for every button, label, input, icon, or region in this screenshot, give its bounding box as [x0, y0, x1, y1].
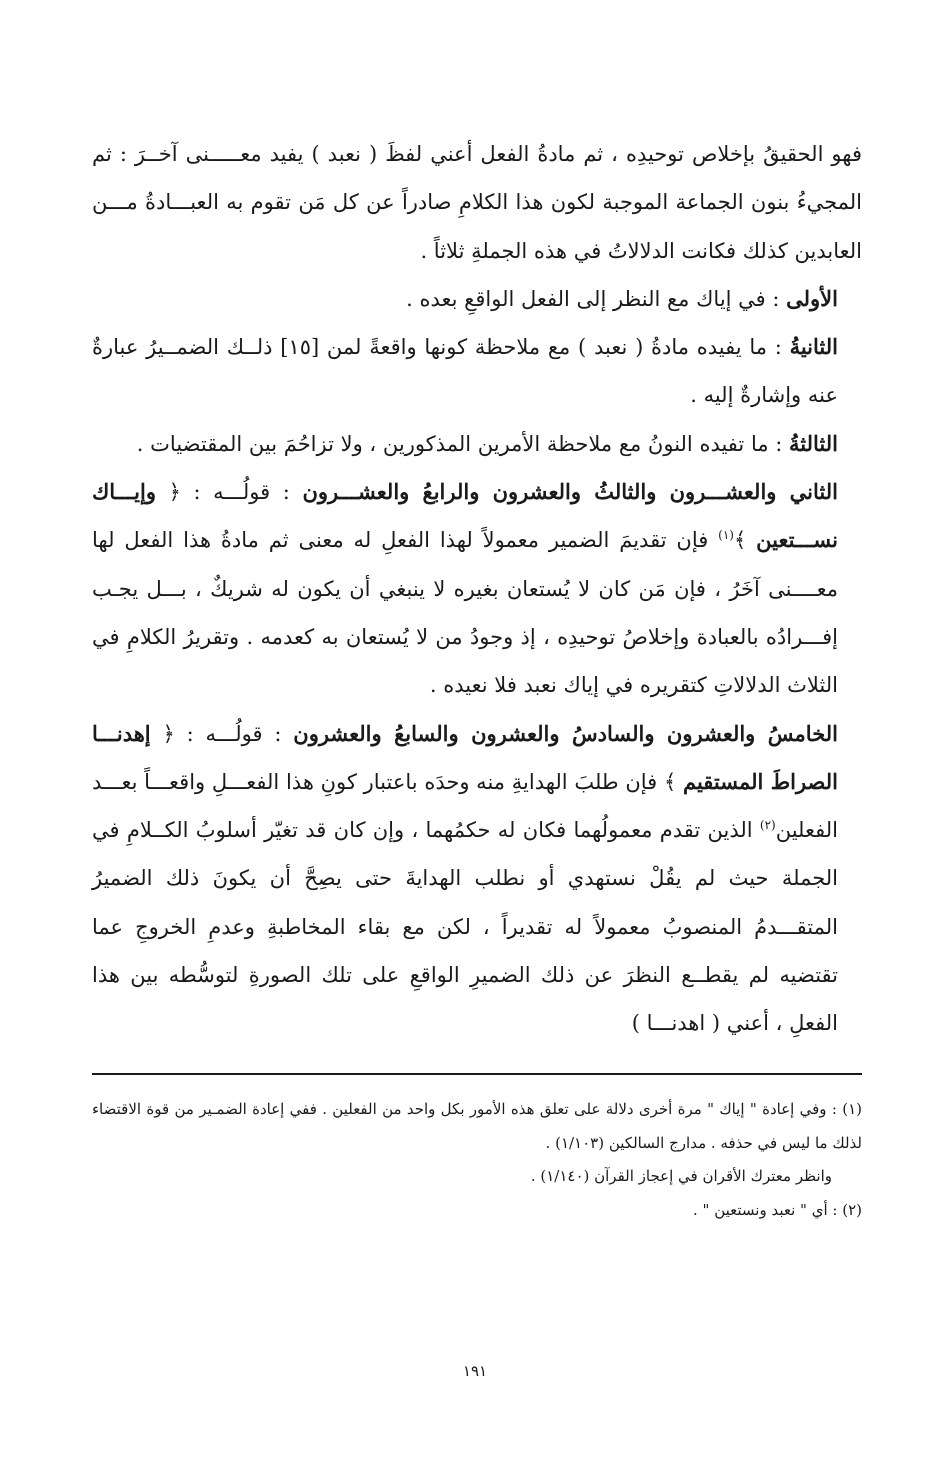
footnotes: [92, 1093, 862, 1227]
heading-22-24: الثاني والعشـــرون والثالثُ والعشرون والرابعُ والعشـــرون: [302, 479, 838, 505]
heading-25-27: الخامسُ والعشرون والسادسُ والعشرون والسابعُ والعشرون: [293, 720, 838, 746]
footnote-1-continued: وانظر معترك الأقران في إعجاز القرآن (١/١٤٠) .: [530, 1167, 832, 1185]
verse-wa-iyyaka-nastain: وإيـــاك نســـتعين: [92, 479, 838, 553]
label-third: الثالثةُ: [789, 430, 838, 456]
footnote-divider: [92, 1073, 862, 1075]
page-number: ١٩١: [462, 1362, 488, 1380]
label-second: الثانيةُ: [789, 334, 838, 360]
main-text: [92, 130, 862, 1048]
paragraph-second-indication: الثانيةُ : ما يفيده مادةُ ( نعبد ) مع ملاحظة كونها واقعةً لمن [١٥] ذلــك الضمــيرُ عبارةٌ عنه وإشارةٌ إليه .: [92, 334, 838, 408]
paragraph-22-24: الثاني والعشـــرون والثالثُ والعشرون والرابعُ والعشـــرون : قولُـــه : ﴿ وإيـــاك نســـتعين ﴾$^{(١)}$ فإن تقديمَ الضمير معمولاً لهذا الفعلِ له معنى ثم مادةُ هذا الفعل لها معــــنى آخَرُ ، فإن مَن كان لا يُستعان بغيره لا ينبغي أن يكون له شريكٌ ، بـــل يجـب إفـــرادُه بالعبادة وإخلاصُ توحيدِه ، إذ وجودُ من لا يُستعان به كعدمه . وتقريرُ الكلامِ في الثلاث الدلالاتِ كتقريره في إياك نعبد فلا نعيده .: [92, 479, 838, 698]
paragraph-first-indication: الأولى : في إياك مع النظر إلى الفعل الواقعِ بعده .: [406, 285, 838, 311]
footnote-1: (١) : وفي إعادة " إياك " مرة أخرى دلالة على تعلق هذه الأمور بكل واحد من الفعلين . ففي إعادة الضمـير من قوة الاقتضاء لذلك ما ليس في حذفه . مدارج السالكين (١/١٠٣) .: [92, 1100, 862, 1152]
paragraph-25-27: الخامسُ والعشرون والسادسُ والعشرون والسابعُ والعشرون : قولُـــه : ﴿ إهدنـــا الصراطَ المستقيم ﴾ فإن طلبَ الهدايةِ منه وحدَه باعتبار كونِ هذا الفعـــلِ واقعـــاً بعـــد الفعلين$^{(٢)}$ الذين تقدم معمولُهما فكان له حكمُهما ، وإن كان قد تغيّر أسلوبُ الكــلامِ في الجملة حيث لم يقُلْ نستهدي أو نطلب الهدايةَ حتى يصِحَّ أن يكونَ ذلك الضميرُ المتقـــدمُ المنصوبُ معمولاً له تقديراً ، لكن مع بقاء المخاطبةِ وعدمِ الخروجِ عما تقتضيه لم يقطــع النظرَ عن ذلك الضميرِ الواقعِ على تلك الصورةِ لتوسُّطه بين هذا الفعلِ ، أعني ( اهدنـــا ): [92, 720, 838, 1036]
footnote-2: (٢) : أي " نعبد ونستعين " .: [693, 1200, 862, 1219]
verse-ihdina-al-sirat: إهدنـــا الصراطَ المستقيم: [92, 720, 838, 794]
footnote-ref-1[interactable]: (١): [718, 528, 734, 543]
paragraph-third-indication: الثالثةُ : ما تفيده النونُ مع ملاحظة الأمرين المذكورين ، ولا تزاحُمَ بين المقتضيات .: [136, 430, 838, 456]
label-first: الأولى: [786, 285, 838, 311]
footnote-ref-2[interactable]: (٢): [759, 818, 776, 833]
paragraph-1: فهو الحقيقُ بإخلاص توحيدِه ، ثم مادةُ الفعل أعني لفظَ ( نعبد ) يفيد معـــــنى آخــرَ : ثم المجيءُ بنون الجماعة الموجبة لكون هذا الكلامِ صادراً عن كل مَن تقوم به العبـــادةُ مـــن العابدين كذلك فكانت الدلالاتُ في هذه الجملةِ ثلاثاً .: [92, 142, 862, 263]
